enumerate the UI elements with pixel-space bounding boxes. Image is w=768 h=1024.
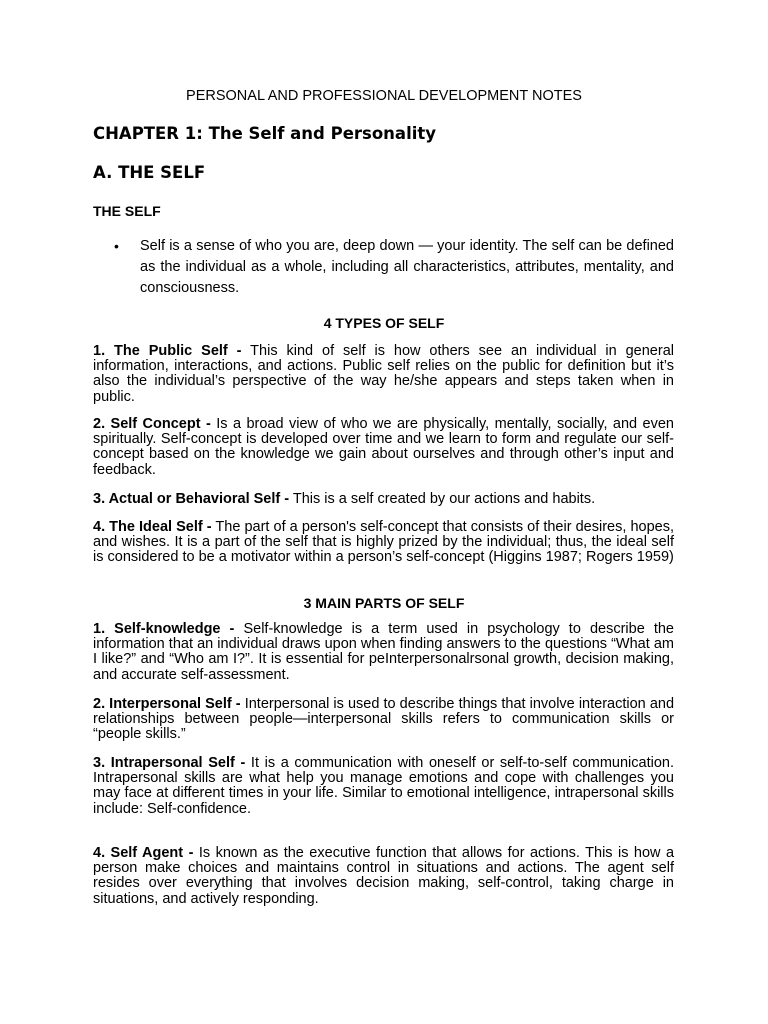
type-text: The part of a person's self-concept that consists of their desires, hopes, and wishes. It is a part of the self that is highly prized by the individual; thus, the ideal self is considered to be a motivator within a person’s self-concept (Higgins 1987; Rogers 1959) <box>93 519 674 566</box>
part-paragraph <box>93 846 674 908</box>
type-term: 1. The Public Self - <box>93 343 242 359</box>
type-term: 2. Self Concept - <box>93 416 211 432</box>
type-paragraph <box>93 344 674 406</box>
type-text: This kind of self is how others see an individual in general information, interactions, and actions. Public self relies on the public for definition but it’s also the individual’s perspective of the way he/she appears and steps taken when in public. <box>93 343 674 405</box>
bullet-text: Self is a sense of who you are, deep down — your identity. The self can be defined as the individual as a whole, including all characteristics, attributes, mentality, and consciousness. <box>140 238 674 296</box>
part-text: Is known as the executive function that allows for actions. This is how a person make choices and maintains control in situations and actions. The agent self resides over everything that involves decision making, self-control, taking charge in situations, and actively responding. <box>93 845 675 907</box>
section-heading: A. THE SELF <box>93 163 206 182</box>
part-term: 4. Self Agent - <box>93 845 194 861</box>
type-paragraph <box>93 520 674 582</box>
part-paragraph <box>93 697 674 743</box>
type-term: 3. Actual or Behavioral Self - <box>93 491 290 507</box>
chapter-heading: CHAPTER 1: The Self and Personality <box>93 124 437 143</box>
types-heading: 4 TYPES OF SELF <box>323 315 445 331</box>
part-paragraph <box>93 622 674 684</box>
part-term: 2. Interpersonal Self - <box>93 696 241 712</box>
document-title: PERSONAL AND PROFESSIONAL DEVELOPMENT NOTES <box>186 88 582 104</box>
parts-heading: 3 MAIN PARTS OF SELF <box>303 595 465 611</box>
part-text: Interpersonal is used to describe things that involve interaction and relationships between people—interpersonal skills refers to communication skills or “people skills.” <box>93 696 675 743</box>
subsection-heading: THE SELF <box>93 203 161 219</box>
part-term: 3. Intrapersonal Self - <box>93 755 246 771</box>
type-paragraph <box>93 492 674 510</box>
part-term: 1. Self-knowledge - <box>93 621 235 637</box>
part-text: Self-knowledge is a term used in psychology to describe the information that an individual draws upon when finding answers to the questions “What am I like?” and “Who am I?”. It is essential for peInterpersonalrsonal growth, decision making, and accurate self-assessment. <box>93 621 674 683</box>
type-paragraph <box>93 417 674 479</box>
type-text: Is a broad view of who we are physically, mentally, socially, and even spiritually. Self-concept is developed over time and we learn to form and regulate our self-concept based on the knowledge we gain about ourselves and through other’s input and feedback. <box>93 416 674 478</box>
bullet-icon: • <box>114 238 119 254</box>
part-text: It is a communication with oneself or self-to-self communication. Intrapersonal skills are what help you manage emotions and cope with challenges you may face at different times in your life. Similar to emotional intelligence, intrapersonal skills include: Self-confidence. <box>93 755 674 817</box>
part-paragraph <box>93 756 674 834</box>
type-term: 4. The Ideal Self - <box>93 519 212 535</box>
type-text: This is a self created by our actions and habits. <box>292 491 596 507</box>
